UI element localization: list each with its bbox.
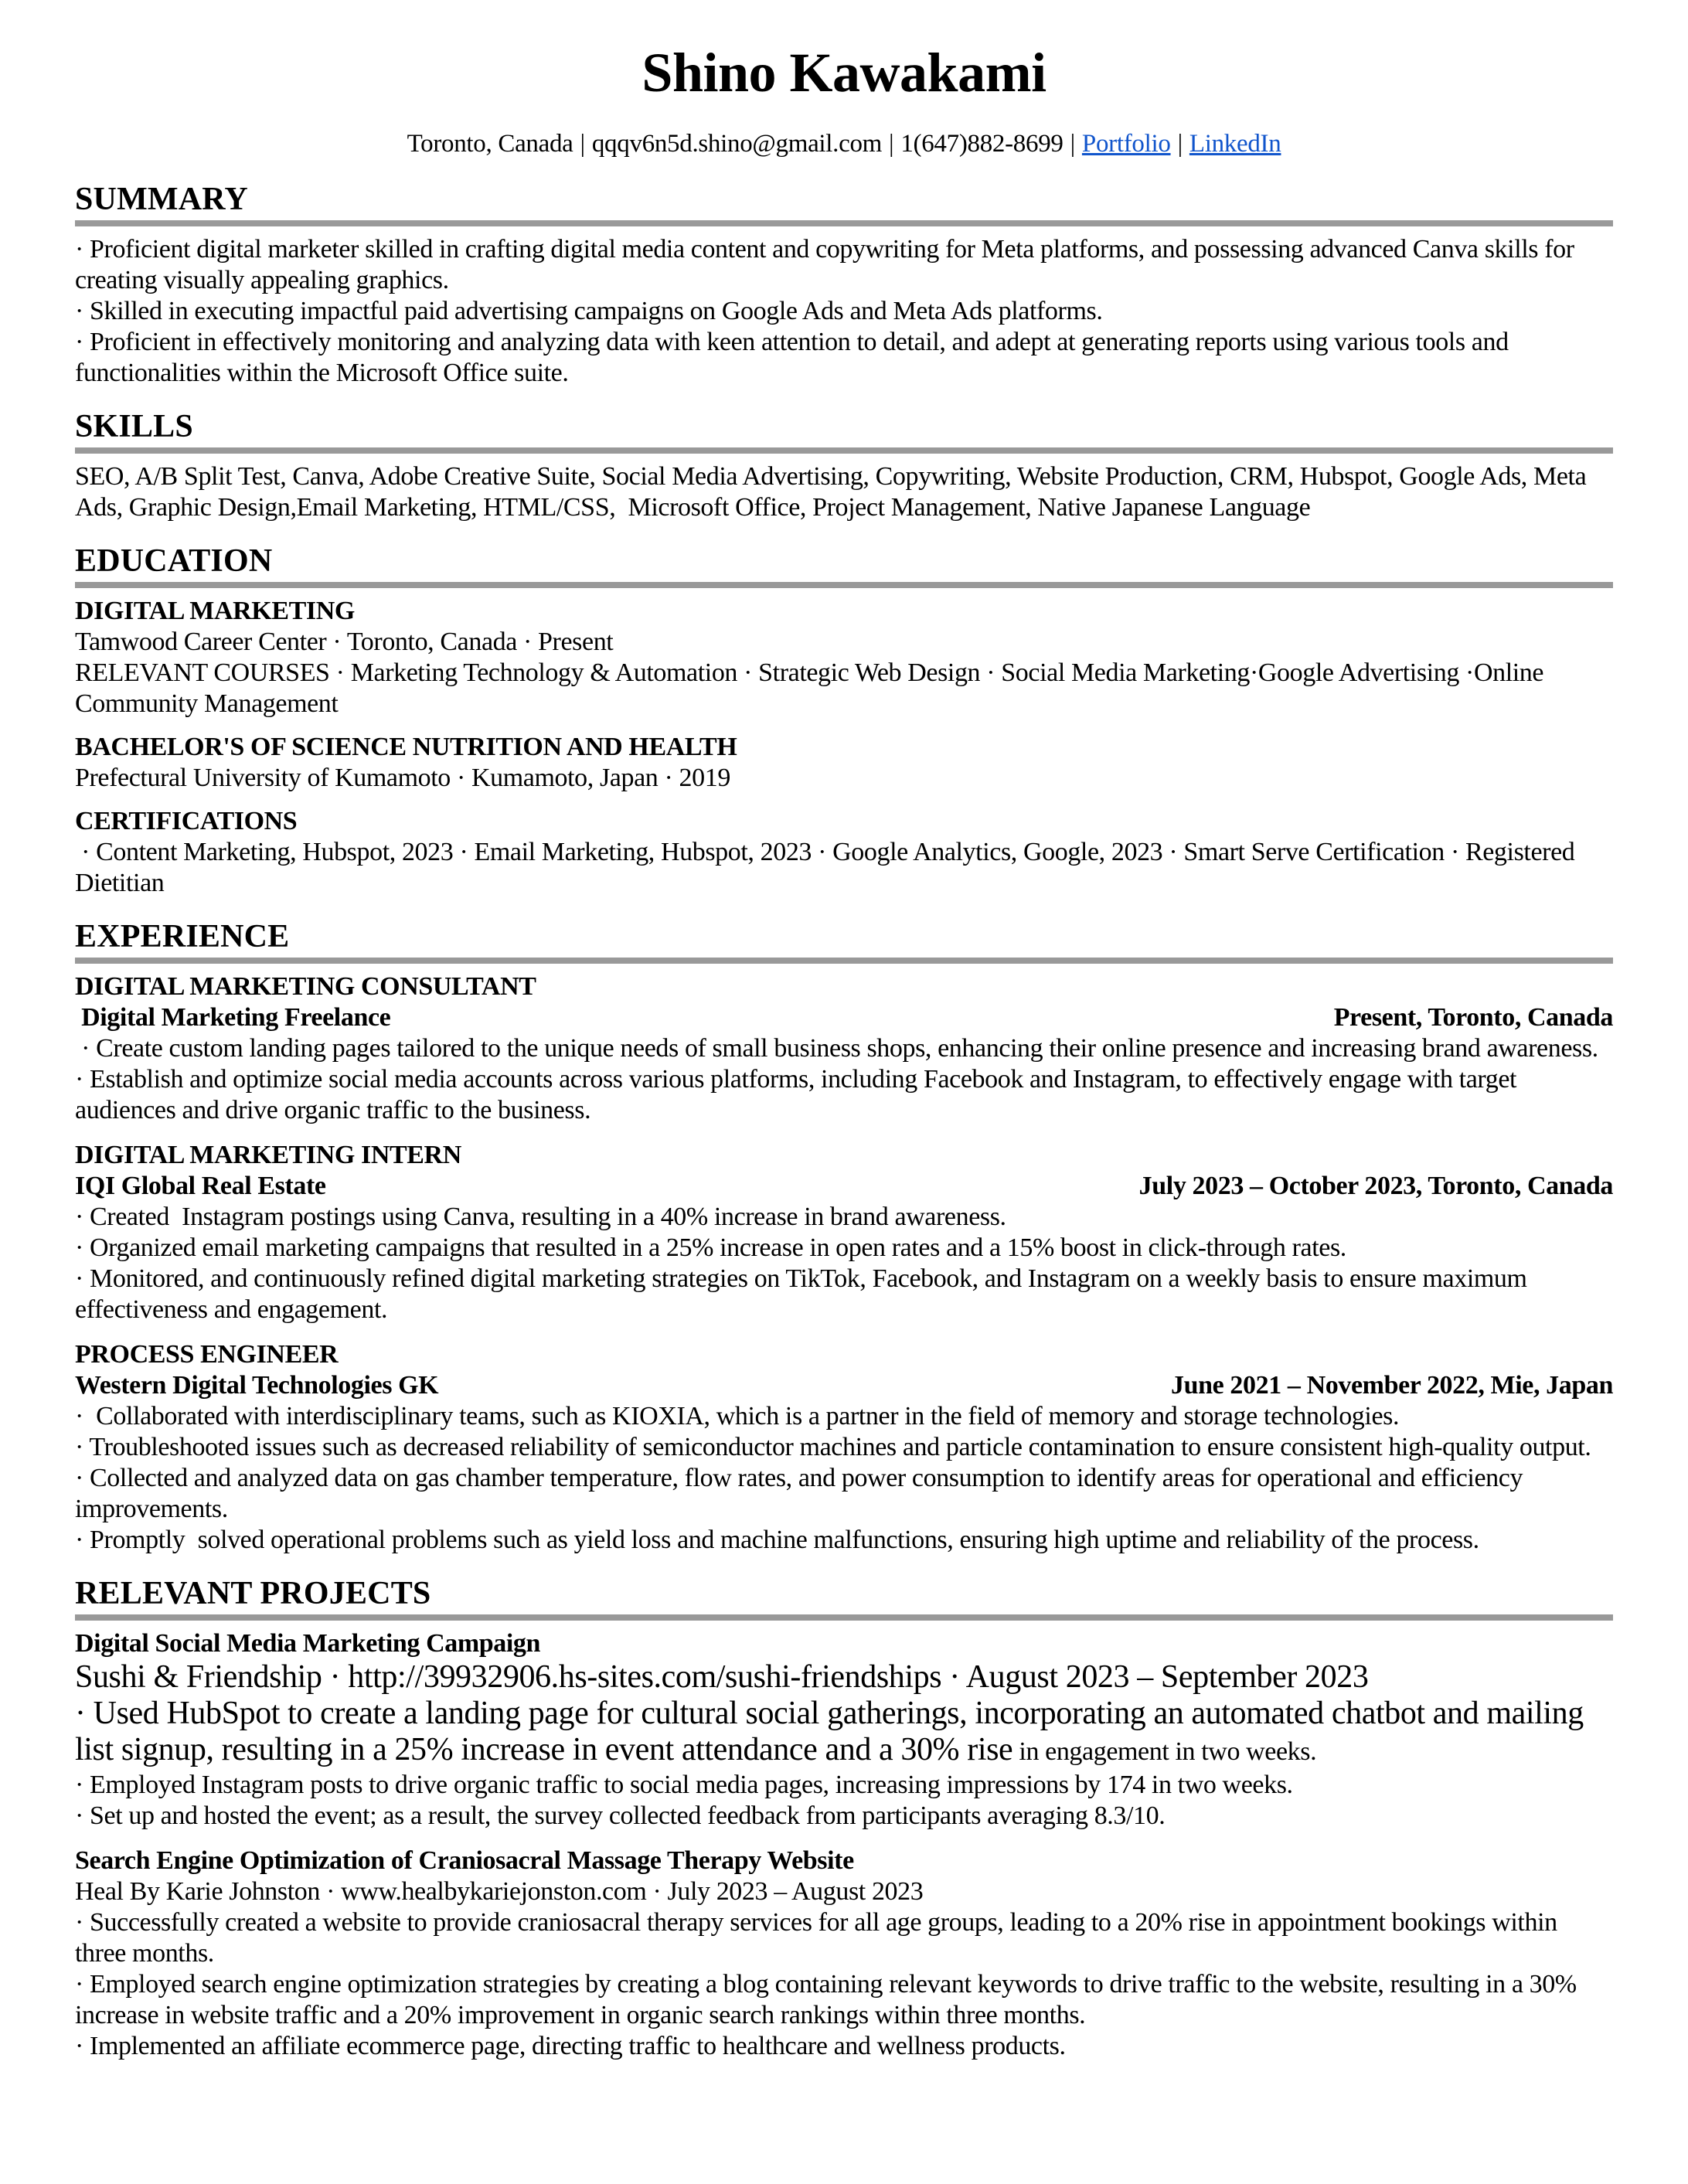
certifications-line: · Content Marketing, Hubspot, 2023 · Email Marketing, Hubspot, 2023 · Google Analytics, Google, 2023 · Smart Serve Certification · Registered Dietitian bbox=[75, 837, 1581, 897]
job-company-dates-row bbox=[75, 1002, 1613, 1033]
linkedin-link[interactable]: LinkedIn bbox=[1189, 129, 1281, 158]
job-bullet: · Establish and optimize social media accounts across various platforms, including Facebook and Instagram, to effectively engage with target audiences and drive organic traffic to the business. bbox=[75, 1064, 1523, 1124]
contact-separator: | bbox=[889, 129, 894, 158]
summary-bullet: · Proficient digital marketer skilled in crafting digital media content and copywriting for Meta platforms, and possessing advanced Canva skills for creating visually appealing graphics. bbox=[75, 234, 1581, 294]
contact-email: qqqv6n5d.shino@gmail.com bbox=[591, 129, 883, 158]
section-title-projects: RELEVANT PROJECTS bbox=[75, 1575, 431, 1611]
job-bullet: · Troubleshooted issues such as decreased reliability of semiconductor machines and particle contamination to ensure consistent high-quality output. bbox=[75, 1432, 1591, 1461]
section-title-education: EDUCATION bbox=[75, 543, 273, 579]
project-title: Search Engine Optimization of Craniosacral Massage Therapy Website bbox=[75, 1846, 854, 1875]
projects-section bbox=[75, 1628, 1613, 2062]
contact-separator: | bbox=[1070, 129, 1075, 158]
job-role: DIGITAL MARKETING INTERN bbox=[75, 1140, 461, 1169]
job-bullet: · Collaborated with interdisciplinary teams, such as KIOXIA, which is a partner in the field of memory and storage technologies. bbox=[75, 1401, 1400, 1430]
project-bullet-small-text: in engagement in two weeks. bbox=[1012, 1737, 1317, 1766]
person-name: Shino Kawakami bbox=[642, 42, 1046, 104]
summary-bullet: · Proficient in effectively monitoring and analyzing data with keen attention to detail, and adept at generating reports using various tools and functionalities within the Microsoft Office suite. bbox=[75, 327, 1515, 387]
education-school-line: Tamwood Career Center · Toronto, Canada · Present bbox=[75, 627, 614, 656]
education-section bbox=[75, 596, 1613, 899]
contact-separator: | bbox=[580, 129, 585, 158]
project-title: Digital Social Media Marketing Campaign bbox=[75, 1628, 541, 1658]
summary-bullet: · Skilled in executing impactful paid advertising campaigns on Google Ads and Meta Ads platforms. bbox=[75, 296, 1103, 325]
education-degree: DIGITAL MARKETING bbox=[75, 596, 355, 625]
education-entry bbox=[75, 806, 1613, 899]
job-bullet: · Monitored, and continuously refined digital marketing strategies on TikTok, Facebook, and Instagram on a weekly basis to ensure maximum effectiveness and engagement. bbox=[75, 1264, 1533, 1324]
section-title-experience: EXPERIENCE bbox=[75, 918, 290, 954]
project-subline: Heal By Karie Johnston · www.healbykariejonston.com · July 2023 – August 2023 bbox=[75, 1876, 924, 1906]
section-title-skills: SKILLS bbox=[75, 408, 193, 444]
project-bullet: · Employed search engine optimization strategies by creating a blog containing relevant keywords to drive traffic to the website, resulting in a 30% increase in website traffic and a 20% improvement in organic search rankings within three months. bbox=[75, 1969, 1583, 2029]
section-title-summary: SUMMARY bbox=[75, 181, 248, 217]
job-bullet: · Create custom landing pages tailored to the unique needs of small business shops, enhancing their online presence and increasing brand awareness. bbox=[75, 1033, 1598, 1063]
job-company: Digital Marketing Freelance bbox=[75, 1002, 391, 1032]
experience-job bbox=[75, 1339, 1613, 1556]
job-dates: Present, Toronto, Canada bbox=[1333, 1002, 1613, 1032]
experience-section bbox=[75, 971, 1613, 1556]
project-item bbox=[75, 1846, 1613, 2062]
contact-location: Toronto, Canada bbox=[407, 129, 573, 158]
project-item bbox=[75, 1628, 1613, 1832]
job-bullet: · Collected and analyzed data on gas chamber temperature, flow rates, and power consumption to identify areas for operational and efficiency improvements. bbox=[75, 1463, 1530, 1523]
job-bullet: · Promptly solved operational problems such as yield loss and machine malfunctions, ensuring high uptime and reliability of the process. bbox=[75, 1525, 1479, 1554]
contact-separator: | bbox=[1177, 129, 1183, 158]
project-bullet-large-text: · Used HubSpot to create a landing page for cultural social gatherings, incorporating an automated chatbot and mailing list signup, resulting in a 25% increase in event attendance and a 30% rise bbox=[75, 1695, 1591, 1767]
education-entry bbox=[75, 596, 1613, 719]
job-company: IQI Global Real Estate bbox=[75, 1171, 326, 1200]
skills-list: SEO, A/B Split Test, Canva, Adobe Creative Suite, Social Media Advertising, Copywriting, Website Production, CRM, Hubspot, Google Ads, Meta Ads, Graphic Design,Email Marketing, HTML/CSS, Microsoft Office, Project Management, Native Japanese Language bbox=[75, 461, 1591, 522]
contact-line bbox=[75, 129, 1613, 158]
contact-phone: 1(647)882-8699 bbox=[900, 129, 1064, 158]
job-dates: June 2021 – November 2022, Mie, Japan bbox=[1171, 1370, 1613, 1400]
project-bullet: · Successfully created a website to provide craniosacral therapy services for all age groups, leading to a 20% rise in appointment bookings within three months. bbox=[75, 1907, 1564, 1968]
job-bullet: · Organized email marketing campaigns that resulted in a 25% increase in open rates and a 15% boost in click-through rates. bbox=[75, 1233, 1346, 1262]
certifications-heading: CERTIFICATIONS bbox=[75, 806, 298, 835]
experience-job bbox=[75, 971, 1613, 1126]
job-company-dates-row bbox=[75, 1370, 1613, 1401]
education-courses-line: RELEVANT COURSES · Marketing Technology & Automation · Strategic Web Design · Social Media Marketing·Google Advertising ·Online Community Management bbox=[75, 658, 1550, 718]
section-rule bbox=[75, 1614, 1613, 1621]
project-bullet bbox=[75, 1696, 1613, 1770]
project-bullet: · Implemented an affiliate ecommerce page, directing traffic to healthcare and wellness products. bbox=[75, 2031, 1066, 2060]
section-rule bbox=[75, 582, 1613, 588]
project-bullet: · Set up and hosted the event; as a result, the survey collected feedback from participants averaging 8.3/10. bbox=[75, 1801, 1166, 1830]
education-school-line: Prefectural University of Kumamoto · Kumamoto, Japan · 2019 bbox=[75, 763, 730, 792]
job-bullet: · Created Instagram postings using Canva, resulting in a 40% increase in brand awareness. bbox=[75, 1202, 1006, 1231]
skills-section bbox=[75, 461, 1613, 523]
portfolio-link[interactable]: Portfolio bbox=[1081, 129, 1171, 158]
project-bullet: · Employed Instagram posts to drive organic traffic to social media pages, increasing impressions by 174 in two weeks. bbox=[75, 1770, 1293, 1799]
experience-job bbox=[75, 1140, 1613, 1325]
job-role: PROCESS ENGINEER bbox=[75, 1339, 339, 1369]
job-company: Western Digital Technologies GK bbox=[75, 1370, 439, 1400]
job-company-dates-row bbox=[75, 1171, 1613, 1202]
job-role: DIGITAL MARKETING CONSULTANT bbox=[75, 971, 536, 1001]
project-subline: Sushi & Friendship · http://39932906.hs-sites.com/sushi-friendships · August 2023 – September 2023 bbox=[75, 1658, 1369, 1695]
job-dates: July 2023 – October 2023, Toronto, Canada bbox=[1138, 1171, 1613, 1200]
education-degree: BACHELOR'S OF SCIENCE NUTRITION AND HEALTH bbox=[75, 732, 737, 761]
section-rule bbox=[75, 220, 1613, 226]
summary-section bbox=[75, 234, 1613, 389]
section-rule bbox=[75, 958, 1613, 964]
section-rule bbox=[75, 447, 1613, 454]
education-entry bbox=[75, 732, 1613, 794]
